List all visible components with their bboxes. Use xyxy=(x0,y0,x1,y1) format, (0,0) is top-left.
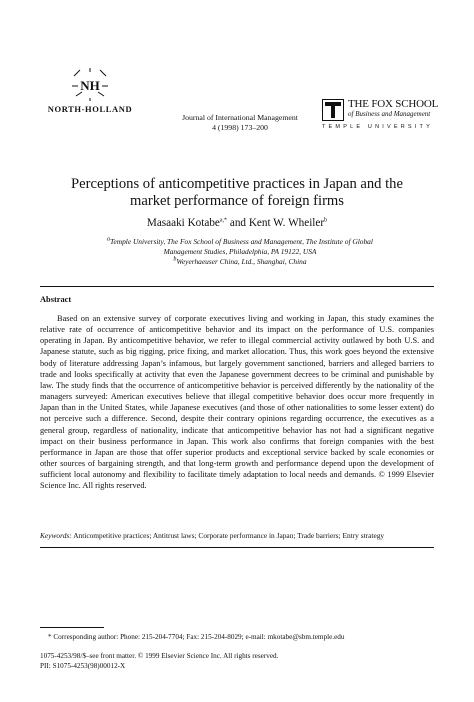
publisher-name: NORTH-HOLLAND xyxy=(47,104,133,114)
school-title: THE FOX SCHOOL xyxy=(348,98,439,110)
pii-line: PII: S1075-4253(98)00012-X xyxy=(40,662,126,670)
author-join: and xyxy=(227,217,249,229)
affiliation-b-line-1: Weyerhaeuser China, Ltd., Shanghai, China xyxy=(176,257,307,266)
affiliation-b xyxy=(60,257,420,267)
abstract-body: Based on an extensive survey of corporate executives living and working in Japan, this study examines the relative rate of occurrence of anticompetitive behavior and its impact on the performance of U.S. companies operating in Japan. By anticompetitive behavior, we refer to illegal commercial activity outlawed by both U.S. and Japanese statute, such as big rigging, price fixing, and market allocation. Thus, this work goes beyond the extensive body of literature addressing Japan’s infamous, but largely government sanctioned, barriers and alleged barriers to trade and looks specifically at activity that even the Japanese government decrees to be criminal and punishable by law. The study finds that the occurrence of anticompetitive behavior is perceived differently by the nationality of the managers surveyed: American executives believe that illegal competitive behavior does occur more frequently in Japan than in the United States, while Japanese executives (and those of other nationalities to some lesser extent) do not perceive such a difference. Second, despite their contrary opinions regarding occurrence, the executives as a general group, regardless of nationality, indicate that anticompetitive behavior has not had a significant negative impact on their business performance in Japan. This work also confirms that foreign companies with the best performance in Japan are those that offer superior products and exceptional service backed by scale economies or other sources of bargaining strength, and that long-term growth and performance depend upon the development of sufficient local autonomy and flexibility to facilitate timely adaptation to local needs and demands. © 1999 Elsevier Science Inc. All rights reserved. xyxy=(40,314,434,491)
keywords-label: Keywords: xyxy=(40,531,72,540)
title-line-2: market performance of foreign firms xyxy=(130,193,344,209)
corresponding-author-footnote: * Corresponding author: Phone: 215-204-7704; Fax: 215-204-8029; e-mail: mkotabe@sbm.temple.edu xyxy=(48,633,345,641)
affiliation-a xyxy=(60,237,420,247)
publisher-logo xyxy=(40,66,140,114)
school-subtitle: of Business and Management xyxy=(348,110,431,118)
north-holland-logo-icon xyxy=(68,66,112,102)
author-2-marker: b xyxy=(324,217,328,224)
author-1: Masaaki Kotabe xyxy=(146,217,220,229)
journal-name: Journal of International Management xyxy=(182,113,298,122)
footnote-rule xyxy=(40,627,104,628)
school-university: TEMPLE UNIVERSITY xyxy=(322,124,433,130)
affiliation-a-marker: a xyxy=(107,236,111,243)
journal-issue: 4 (1998) 173–200 xyxy=(212,123,268,132)
author-2: Kent W. Wheiler xyxy=(248,217,325,229)
author-1-marker: a,* xyxy=(219,217,228,224)
title-line-1: Perceptions of anticompetitive practices in Japan and the xyxy=(71,176,403,192)
keywords-list: Anticompetitive practices; Antitrust laws; Corporate performance in Japan; Trade barriers; Entry strategy xyxy=(71,531,385,540)
author-line xyxy=(30,216,444,230)
issn-line: 1075-4253/98/$–see front matter. © 1999 Elsevier Science Inc. All rights reserved. xyxy=(40,652,279,660)
abstract-heading: Abstract xyxy=(40,295,72,304)
affiliation-a-line-1: Temple University, The Fox School of Business and Management, The Institute of Global xyxy=(110,237,373,246)
affiliation-a-cont: Management Studies, Philadelphia, PA 19122, USA xyxy=(163,247,317,256)
keywords-line xyxy=(40,531,440,541)
affiliation-b-marker: b xyxy=(173,256,177,263)
abstract-bottom-rule xyxy=(40,547,434,548)
nh-mark-text: NH xyxy=(80,78,100,93)
temple-t-icon xyxy=(322,99,344,121)
abstract-top-rule xyxy=(40,286,434,287)
article-title xyxy=(30,176,444,210)
